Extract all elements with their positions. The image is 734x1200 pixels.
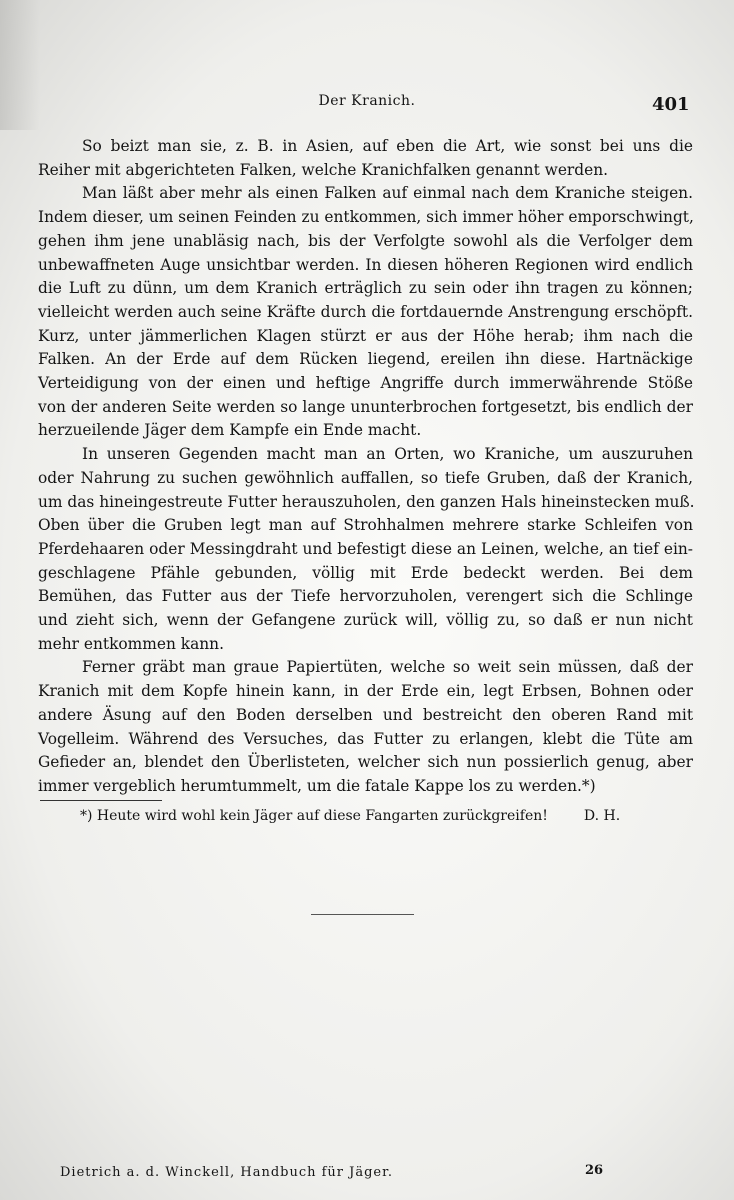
text-line: oder Nahrung zu suchen gewöhnlich auffallen, so tiefe Gruben, daß der Kranich,: [38, 468, 693, 487]
scan-shadow: [0, 0, 40, 130]
text-line: unbewaffneten Auge unsichtbar werden. In diesen höheren Regionen wird endlich: [38, 255, 693, 274]
text-line: von der anderen Seite werden so lange ununterbrochen fortgesetzt, bis endlich der: [38, 397, 693, 416]
text-line: die Luft zu dünn, um dem Kranich erträglich zu sein oder ihn tragen zu können;: [38, 279, 693, 298]
text-line: In unseren Gegenden macht man an Orten, wo Kraniche, um auszuruhen: [82, 445, 693, 464]
paragraph: [38, 182, 693, 443]
printer-signature: Dietrich a. d. Winckell, Handbuch für Jäger.: [60, 1165, 394, 1180]
text-line: herzueilende Jäger dem Kampfe ein Ende macht.: [38, 421, 422, 440]
text-line: Bemühen, das Futter aus der Tiefe hervorzuholen, verengert sich die Schlinge: [38, 587, 693, 606]
sheet-number: 26: [585, 1163, 604, 1178]
page-number: 401: [652, 94, 690, 115]
text-line: Verteidigung von der einen und heftige Angriffe durch immerwährende Stöße: [38, 374, 693, 393]
text-line: immer vergeblich herumtummelt, um die fatale Kappe los zu werden.*): [38, 776, 596, 795]
text-line: mehr entkommen kann.: [38, 634, 224, 653]
footnote-rule: [40, 800, 162, 801]
text-line: Gefieder an, blendet den Überlisteten, welcher sich nun possierlich genug, aber: [38, 753, 693, 772]
paragraph: [38, 135, 693, 182]
text-line: Falken. An der Erde auf dem Rücken liegend, ereilen ihn diese. Hartnäckige: [38, 350, 693, 369]
text-line: gehen ihm jene unabläsig nach, bis der Verfolgte sowohl als die Verfolger dem: [38, 231, 693, 250]
running-title: Der Kranich.: [318, 93, 416, 109]
text-line: Vogelleim. Während des Versuches, das Futter zu erlangen, klebt die Tüte am: [38, 729, 693, 748]
text-line: geschlagene Pfähle gebunden, völlig mit Erde bedeckt werden. Bei dem: [38, 563, 693, 582]
footnote: [80, 808, 700, 824]
text-line: und zieht sich, wenn der Gefangene zurück will, völlig zu, so daß er nun nicht: [38, 611, 693, 630]
text-line: So beizt man sie, z. B. in Asien, auf eben die Art, wie sonst bei uns die: [82, 137, 693, 155]
text-line: andere Äsung auf den Boden derselben und bestreicht den oberen Rand mit: [38, 705, 693, 724]
text-line: Kranich mit dem Kopfe hinein kann, in der Erde ein, legt Erbsen, Bohnen oder: [38, 682, 693, 701]
text-line: Indem dieser, um seinen Feinden zu entkommen, sich immer höher emporschwingt,: [38, 208, 694, 227]
text-line: Kurz, unter jämmerlichen Klagen stürzt er aus der Höhe herab; ihm nach die: [38, 326, 693, 345]
text-line: Man läßt aber mehr als einen Falken auf einmal nach dem Kraniche steigen.: [82, 184, 693, 203]
body-text: [38, 135, 693, 799]
section-divider: [311, 914, 414, 915]
text-line: Pferdehaaren oder Messingdraht und befestigt diese an Leinen, welche, an tief ein-: [38, 539, 693, 558]
footnote-text: *) Heute wird wohl kein Jäger auf diese Fangarten zurückgreifen!: [80, 808, 548, 824]
text-line: vielleicht werden auch seine Kräfte durch die fortdauernde Anstrengung erschöpft.: [38, 302, 693, 321]
text-line: um das hineingestreute Futter herauszuholen, den ganzen Hals hineinstecken muß.: [38, 492, 695, 511]
text-line: Oben über die Gruben legt man auf Strohhalmen mehrere starke Schleifen von: [38, 516, 693, 535]
text-line: Reiher mit abgerichteten Falken, welche Kranichfalken genannt werden.: [38, 160, 609, 179]
paragraph: [38, 443, 693, 656]
paragraph: [38, 656, 693, 798]
text-line: Ferner gräbt man graue Papiertüten, welche so weit sein müssen, daß der: [82, 658, 693, 677]
footnote-signature: D. H.: [583, 808, 621, 824]
